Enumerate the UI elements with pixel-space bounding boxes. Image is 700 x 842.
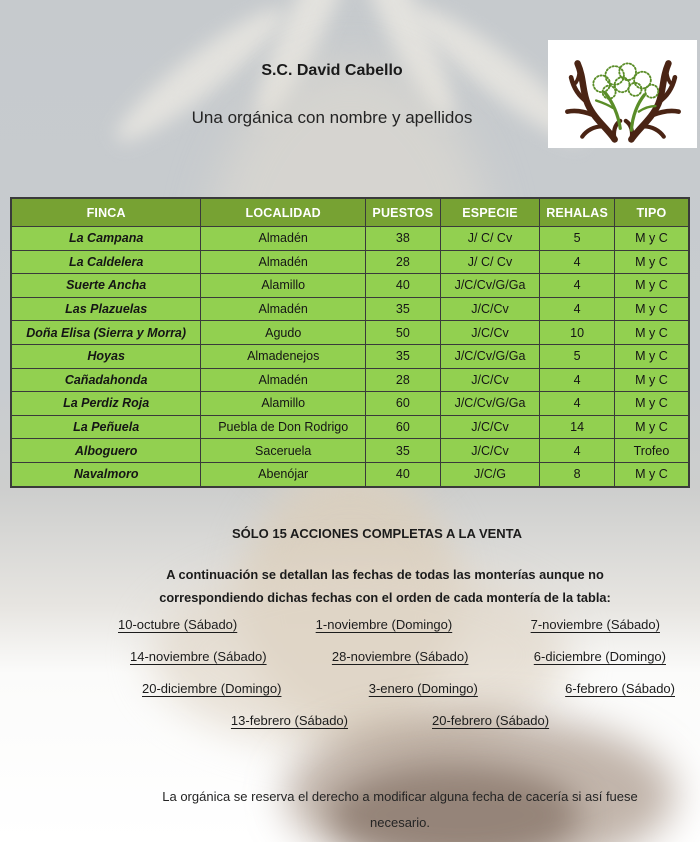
table-cell: M y C <box>614 227 689 251</box>
table-cell: 38 <box>366 227 441 251</box>
dates-list <box>0 617 700 745</box>
table-cell: J/ C/ Cv <box>440 250 540 274</box>
table-cell: Abenójar <box>201 462 366 486</box>
table-cell: M y C <box>614 462 689 486</box>
date-item: 14-noviembre (Sábado) <box>130 649 267 664</box>
page-title: S.C. David Cabello <box>261 62 403 79</box>
table-row <box>11 368 689 392</box>
table-cell: J/C/Cv <box>440 321 540 345</box>
column-header: ESPECIE <box>440 198 540 227</box>
table-cell: J/C/Cv/G/Ga <box>440 344 540 368</box>
table-row <box>11 274 689 298</box>
table-cell: 5 <box>540 227 615 251</box>
table-cell: 60 <box>366 415 441 439</box>
table-cell: Almadén <box>201 297 366 321</box>
table-cell: Saceruela <box>201 439 366 463</box>
table-cell: M y C <box>614 321 689 345</box>
dates-row <box>0 681 700 713</box>
table-cell: Puebla de Don Rodrigo <box>201 415 366 439</box>
table-cell: 28 <box>366 368 441 392</box>
page-subtitle: Una orgánica con nombre y apellidos <box>191 108 473 127</box>
dates-intro-line2: correspondiendo dichas fechas con el orden de cada montería de la tabla: <box>159 590 611 605</box>
finca-cell: La Peñuela <box>11 415 201 439</box>
table-cell: 14 <box>540 415 615 439</box>
table-cell: 50 <box>366 321 441 345</box>
table-cell: M y C <box>614 415 689 439</box>
dates-intro <box>70 563 700 609</box>
dates-row <box>0 617 700 649</box>
table-cell: 10 <box>540 321 615 345</box>
table-row <box>11 439 689 463</box>
table-cell: J/C/G <box>440 462 540 486</box>
table-row <box>11 462 689 486</box>
column-header: PUESTOS <box>366 198 441 227</box>
finca-cell: La Caldelera <box>11 250 201 274</box>
table-cell: 4 <box>540 274 615 298</box>
table-cell: J/C/Cv <box>440 439 540 463</box>
table-cell: J/C/Cv <box>440 368 540 392</box>
date-item: 1-noviembre (Domingo) <box>315 617 453 632</box>
table-row <box>11 297 689 321</box>
table-cell: M y C <box>614 274 689 298</box>
table-cell: Alamillo <box>201 392 366 416</box>
date-item: 20-febrero (Sábado) <box>432 713 550 728</box>
table-cell: 40 <box>366 274 441 298</box>
table-cell: Almadén <box>201 227 366 251</box>
date-item: 7-noviembre (Sábado) <box>530 617 660 632</box>
date-item: 10-octubre (Sábado) <box>118 617 238 632</box>
dates-row <box>40 713 700 745</box>
table-row <box>11 392 689 416</box>
table-header-row <box>11 198 689 227</box>
dates-intro-line1: A continuación se detallan las fechas de todas las monterías aunque no <box>166 567 604 582</box>
table-cell: Agudo <box>201 321 366 345</box>
finca-cell: Las Plazuelas <box>11 297 201 321</box>
disclaimer-line1: La orgánica se reserva el derecho a modificar alguna fecha de cacería si así fuese <box>162 789 638 804</box>
column-header: FINCA <box>11 198 201 227</box>
finca-cell: La Perdiz Roja <box>11 392 201 416</box>
table-cell: M y C <box>614 297 689 321</box>
table-row <box>11 227 689 251</box>
table-cell: Almadén <box>201 250 366 274</box>
disclaimer-line2: necesario. <box>370 815 430 830</box>
table-cell: 4 <box>540 439 615 463</box>
table-cell: 35 <box>366 439 441 463</box>
date-item: 28-noviembre (Sábado) <box>331 649 469 664</box>
table-row <box>11 415 689 439</box>
table-cell: 5 <box>540 344 615 368</box>
finca-cell: Navalmoro <box>11 462 201 486</box>
dates-row <box>0 649 700 681</box>
finca-cell: Cañadahonda <box>11 368 201 392</box>
column-header: REHALAS <box>540 198 615 227</box>
table-cell: 4 <box>540 368 615 392</box>
table-cell: J/C/Cv <box>440 297 540 321</box>
table-cell: M y C <box>614 368 689 392</box>
column-header: TIPO <box>614 198 689 227</box>
date-item: 3-enero (Domingo) <box>368 681 478 696</box>
date-item: 6-febrero (Sábado) <box>565 681 675 696</box>
table-cell: Alamillo <box>201 274 366 298</box>
table-cell: J/ C/ Cv <box>440 227 540 251</box>
finca-cell: La Campana <box>11 227 201 251</box>
table-cell: M y C <box>614 392 689 416</box>
organizer-logo <box>548 40 697 148</box>
table-cell: J/C/Cv/G/Ga <box>440 392 540 416</box>
fincas-table <box>10 197 690 488</box>
table-cell: 4 <box>540 392 615 416</box>
sale-headline: SÓLO 15 ACCIONES COMPLETAS A LA VENTA <box>231 526 523 541</box>
date-item: 20-diciembre (Domingo) <box>142 681 282 696</box>
table-cell: Trofeo <box>614 439 689 463</box>
finca-cell: Doña Elisa (Sierra y Morra) <box>11 321 201 345</box>
finca-cell: Hoyas <box>11 344 201 368</box>
table-row <box>11 321 689 345</box>
table-cell: M y C <box>614 250 689 274</box>
table-cell: J/C/Cv/G/Ga <box>440 274 540 298</box>
table-row <box>11 344 689 368</box>
finca-cell: Alboguero <box>11 439 201 463</box>
table-cell: 60 <box>366 392 441 416</box>
table-cell: 35 <box>366 344 441 368</box>
table-cell: M y C <box>614 344 689 368</box>
table-cell: 28 <box>366 250 441 274</box>
antlers-trees-logo-icon <box>552 43 694 145</box>
table-cell: J/C/Cv <box>440 415 540 439</box>
table-cell: 35 <box>366 297 441 321</box>
table-cell: 4 <box>540 250 615 274</box>
table-cell: 8 <box>540 462 615 486</box>
column-header: LOCALIDAD <box>201 198 366 227</box>
table-row <box>11 250 689 274</box>
finca-cell: Suerte Ancha <box>11 274 201 298</box>
disclaimer <box>100 784 700 836</box>
table-cell: Almadén <box>201 368 366 392</box>
table-cell: Almadenejos <box>201 344 366 368</box>
table-cell: 40 <box>366 462 441 486</box>
date-item: 6-diciembre (Domingo) <box>533 649 666 664</box>
date-item: 13-febrero (Sábado) <box>230 713 348 728</box>
table-cell: 4 <box>540 297 615 321</box>
